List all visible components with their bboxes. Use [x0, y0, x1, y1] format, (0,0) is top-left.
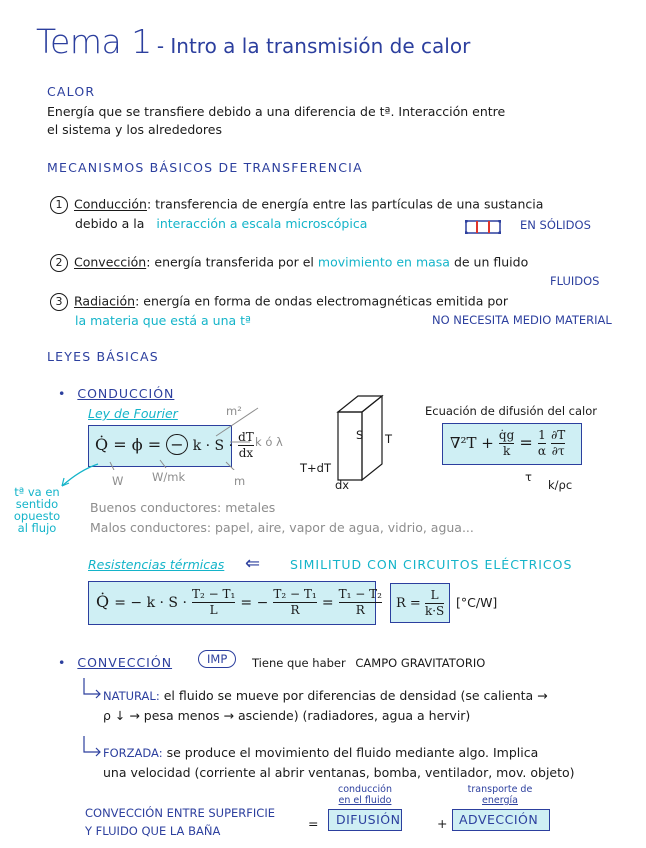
adveccion-top-note: transporte de energía	[467, 784, 533, 806]
unit-m2: m²	[226, 404, 242, 418]
number-badge-2: 2	[50, 254, 68, 272]
slab-t: T	[385, 432, 393, 446]
fourier-formula: Q̇ = ϕ = − k · S · $\frac{dT}{dx}$	[95, 430, 254, 460]
side-note: tª va en sentido opuesto al flujo	[13, 485, 61, 535]
fourier-label: Ley de Fourier	[88, 406, 178, 421]
unit-w: W	[112, 474, 124, 488]
difusion-box-label: DIFUSIÓN	[336, 812, 401, 827]
conduccion-line2: debido a la interacción a escala microscópica	[75, 216, 368, 231]
calor-heading: CALOR	[47, 84, 96, 99]
imp-badge: IMP	[198, 650, 236, 668]
slab-dx: dx	[335, 478, 350, 492]
difusion-formula: ∇²T + $\frac{q̇g}{k}$ = $\frac{1}{\alpha}$ $\frac{\partial T}{\partial\tau}$	[450, 428, 566, 458]
number-badge-3: 3	[50, 293, 68, 311]
difusion-tau: τ	[525, 470, 532, 484]
entre-line2: Y FLUIDO QUE LA BAÑA	[85, 824, 221, 838]
fourier-annotation-arrows	[90, 400, 290, 470]
resistencias-arrow: ⇐	[245, 553, 261, 574]
leyes-heading: LEYES BÁSICAS	[47, 349, 159, 364]
conduccion-heading: • CONDUCCIÓN	[58, 386, 175, 401]
number-badge-1: 1	[50, 196, 68, 214]
conveccion-highlight: movimiento en masa	[317, 254, 450, 270]
minus-sign-circled: −	[166, 434, 187, 455]
adveccion-box-label: ADVECCIÓN	[459, 812, 539, 827]
calor-line2: el sistema y los alrededores	[47, 122, 222, 137]
forzada-line2: una velocidad (corriente al abrir ventanas, bomba, ventilador, mov. objeto)	[103, 765, 575, 780]
mecanismo-conveccion: 2 Convección: energía transferida por el movimiento en masa de un fluido	[50, 254, 528, 272]
conduccion-highlight: interacción a escala microscópica	[156, 216, 368, 231]
calor-line1: Energía que se transfiere debido a una diferencia de tª. Interacción entre	[47, 104, 506, 119]
page-title	[36, 22, 470, 61]
natural-line2: ρ ↓ → pesa menos → asciende) (radiadores, agua a hervir)	[103, 708, 471, 723]
mecanismos-heading: MECANISMOS BÁSICOS DE TRANSFERENCIA	[47, 160, 363, 175]
difusion-top-note: conducción en el fluido	[337, 784, 393, 806]
entre-eq: =	[308, 816, 319, 831]
particles-icon	[465, 220, 501, 234]
conduccion-name: Conducción	[74, 196, 147, 212]
r-unit: [°C/W]	[456, 595, 498, 610]
fourier-k-note: k ó λ	[255, 435, 283, 449]
resistencias-label: Resistencias térmicas	[88, 557, 225, 572]
conveccion-tag: FLUIDOS	[550, 274, 600, 288]
conveccion-name: Convección	[74, 254, 147, 270]
forzada-arrow	[80, 734, 104, 758]
conveccion-heading: • CONVECCIÓN	[58, 655, 173, 670]
difusion-kpc: k/ρc	[548, 478, 573, 492]
mecanismo-conduccion	[50, 196, 543, 214]
forzada-line1: FORZADA: se produce el movimiento del fluido mediante algo. Implica	[103, 745, 539, 760]
title-sub: - Intro a la transmisión de calor	[156, 34, 471, 58]
natural-line1: NATURAL: el fluido se mueve por diferencias de densidad (se calienta →	[103, 688, 548, 703]
conduccion-tag: EN SÓLIDOS	[520, 218, 591, 232]
unit-wmk: W/mk	[152, 470, 186, 484]
slab-tdt: T+dT	[300, 461, 331, 475]
radiacion-line2: la materia que está a una tª	[75, 313, 251, 328]
r-definition: R = $\frac{L}{k\cdot S}$	[396, 588, 445, 618]
unit-m: m	[234, 474, 246, 488]
buenos-conductores: Buenos conductores: metales	[90, 500, 276, 515]
radiacion-name: Radiación	[74, 293, 136, 309]
entre-plus: +	[437, 816, 448, 831]
mecanismo-radiacion: 3 Radiación: energía en forma de ondas electromagnéticas emitida por	[50, 293, 508, 311]
entre-line1: CONVECCIÓN ENTRE SUPERFICIE	[85, 806, 275, 820]
difusion-label: Ecuación de difusión del calor	[425, 404, 598, 418]
radiacion-tag: NO NECESITA MEDIO MATERIAL	[432, 313, 612, 327]
side-note-arrow	[50, 460, 110, 490]
similitud-heading: SIMILITUD CON CIRCUITOS ELÉCTRICOS	[290, 557, 573, 572]
resistencias-formula: Q̇ = − k · S · $\frac{\text{T₂ − T₁}}{L}$ = − $\frac{\text{T₂ − T₁}}{R}$ = $\frac{\text{T₁ − T₂}}{R}$	[96, 587, 382, 617]
title-main: Tema 1	[36, 22, 152, 61]
imp-text: Tiene que haber CAMPO GRAVITATORIO	[252, 656, 486, 670]
malos-conductores: Malos conductores: papel, aire, vapor de agua, vidrio, agua...	[90, 520, 474, 535]
natural-arrow	[80, 676, 104, 700]
conduccion-text: : transferencia de energía entre las partículas de una sustancia	[146, 196, 544, 212]
slab-s: S	[356, 428, 364, 442]
